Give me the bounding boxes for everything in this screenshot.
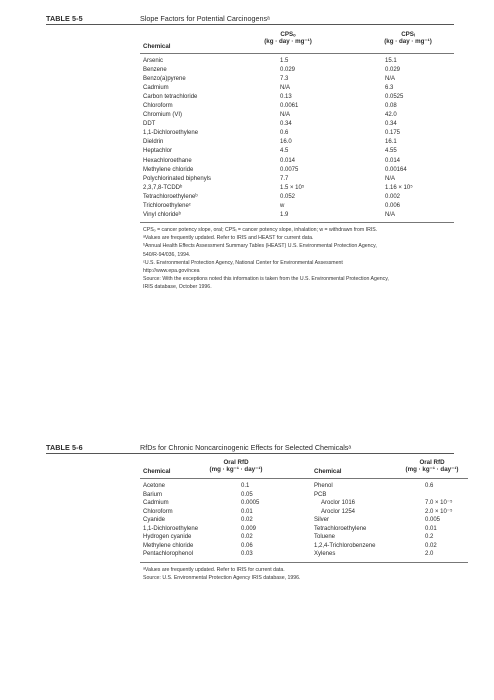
table-5-6-bottom-rule	[140, 562, 468, 563]
table-row: Tetrachloroethylene	[314, 525, 367, 532]
table-cell: 16.0	[280, 139, 292, 146]
table-row: Cadmium	[143, 85, 169, 92]
table-cell: 0.6	[425, 483, 434, 489]
table-cell: 1.16 × 10⁵	[385, 184, 413, 191]
table-cell: 0.34	[385, 121, 397, 128]
table-5-5-chemical-column	[143, 57, 211, 220]
table-row: Phenol	[314, 483, 333, 489]
table-5-6-right-rfd-column	[425, 482, 453, 559]
table-cell: 0.13	[280, 94, 292, 101]
table-row: Aroclor 1016	[321, 500, 356, 507]
footnote: ᵇAnnual Health Effects Assessment Summary Tables (HEAST) U.S. Environmental Protection Agency,	[143, 243, 377, 250]
table-cell: 15.1	[385, 58, 397, 64]
table-cell: 0.005	[425, 517, 441, 524]
table-row: 1,2,4-Trichlorobenzene	[314, 542, 376, 549]
table-cell: 0.009	[241, 525, 257, 532]
table-cell: 0.0075	[280, 166, 299, 173]
table-cell: 7.0 × 10⁻⁵	[425, 500, 453, 507]
table-row: Barium	[143, 491, 163, 498]
table-cell: 4.55	[385, 148, 397, 155]
table-row: Chromium (VI)	[143, 112, 183, 119]
chemical-header-left: Chemical	[143, 468, 171, 475]
table-cell: 0.01	[425, 525, 437, 532]
table-5-6-top-rule	[46, 453, 454, 454]
table-cell: 0.00164	[385, 166, 407, 173]
cpso-header-line1: CPSₒ	[280, 31, 296, 38]
table-row: Xylenes	[314, 551, 336, 558]
table-row: Silver	[314, 517, 330, 524]
rfd-header-right	[396, 459, 468, 473]
table-5-6-label: TABLE 5-6	[46, 443, 83, 452]
table-5-5-title: Slope Factors for Potential Carcinogensᵃ	[140, 14, 270, 23]
table-cell: 0.02	[241, 517, 253, 524]
cpso-header	[246, 31, 330, 45]
rfd-header-right-line1: Oral RfD	[419, 459, 445, 466]
table-5-5-bottom-rule	[140, 222, 454, 223]
table-cell: 7.7	[280, 175, 289, 182]
table-cell: 0.029	[385, 67, 401, 74]
footnote: 540/R-94/036, 1994.	[143, 251, 191, 258]
table-row: Toluene	[314, 534, 336, 541]
table-cell: 0.01	[241, 508, 253, 515]
table-cell: 1.5	[280, 58, 289, 64]
table-cell: N/A	[280, 112, 291, 119]
table-cell: 0.02	[241, 534, 253, 541]
table-row: Vinyl chlorideᵇ	[143, 211, 181, 218]
chemical-header-right: Chemical	[314, 468, 342, 475]
table-cell: 0.0005	[241, 500, 260, 507]
footnote: CPSₒ = cancer potency slope, oral; CPSᵢ = cancer potency slope, inhalation; w = withdrawn from IRIS.	[143, 227, 378, 233]
footnote: ᵃValues are frequently updated. Refer to IRIS and HEAST for current data.	[143, 235, 314, 242]
rfd-header-left-line1: Oral RfD	[223, 459, 249, 466]
table-row: Tetrachloroethyleneᵇ	[143, 193, 198, 200]
table-cell: 0.06	[241, 542, 253, 549]
footnote: ᶜU.S. Environmental Protection Agency, National Center for Environmental Assessment	[143, 259, 343, 266]
table-row: Benzene	[143, 67, 167, 74]
table-row: Pentachlorophenol	[143, 551, 194, 558]
table-row: Chloroform	[143, 508, 173, 515]
table-cell: 0.08	[385, 103, 397, 110]
table-5-6-header-rule	[140, 478, 468, 479]
table-row: Acetone	[143, 483, 166, 489]
table-row: Carbon tetrachloride	[143, 94, 198, 101]
table-cell: 0.014	[280, 157, 296, 164]
table-cell: 42.0	[385, 112, 397, 119]
table-5-6-left-rfd-column	[241, 482, 259, 559]
table-5-6-title: RfDs for Chronic Noncarcinogenic Effects for Selected Chemicalsᵃ	[140, 443, 352, 452]
table-cell: 0.029	[280, 67, 296, 74]
table-row: Cyanide	[143, 517, 166, 524]
table-row: Benzo(a)pyrene	[143, 76, 186, 83]
table-cell: 0.6	[280, 130, 289, 137]
table-cell: 0.052	[280, 193, 296, 200]
table-5-5-label: TABLE 5-5	[46, 14, 83, 23]
table-5-5-header-rule	[140, 53, 454, 54]
table-5-5-footnotes	[143, 226, 493, 292]
table-row: Hexachloroethane	[143, 157, 192, 164]
table-cell: 16.1	[385, 139, 397, 146]
table-5-6-left-chemical-column	[143, 482, 198, 559]
table-row: Polychlorinated biphenyls	[143, 175, 212, 182]
footnote: IRIS database, October 1996.	[143, 284, 212, 291]
cpsi-header-line1: CPSᵢ	[401, 31, 415, 38]
table-5-5-cpso-column	[280, 57, 304, 220]
rfd-header-right-line2: (mg · kg⁻¹ · day⁻¹)	[405, 466, 459, 473]
table-row: Chloroform	[143, 103, 173, 110]
table-row: 2,3,7,8-TCDDᵇ	[143, 184, 183, 191]
footnote: ᵃValues are frequently updated. Refer to IRIS for current data.	[143, 567, 285, 573]
table-cell: 0.02	[425, 542, 437, 549]
table-cell: 0.0061	[280, 103, 299, 110]
table-cell: 0.0525	[385, 94, 404, 101]
table-cell: 0.006	[385, 202, 401, 209]
table-5-6-right-chemical-column	[314, 482, 375, 559]
table-cell: 2.0 × 10⁻⁵	[425, 508, 453, 515]
cpso-header-line2: (kg · day · mg⁻¹)	[264, 38, 312, 45]
table-row: Arsenic	[143, 58, 164, 64]
table-row: Methylene chloride	[143, 542, 194, 549]
footnote: Source: U.S. Environmental Protection Agency IRIS database, 1996.	[143, 575, 301, 582]
cpsi-header-line2: (kg · day · mg⁻¹)	[384, 38, 432, 45]
table-row: Methylene chloride	[143, 166, 194, 173]
table-5-5-cpsi-column	[385, 57, 413, 220]
table-row: 1,1-Dichloroethylene	[143, 525, 199, 532]
table-row: Heptachlor	[143, 148, 173, 155]
table-cell: 1.9	[280, 211, 289, 218]
table-cell: 0.002	[385, 193, 401, 200]
table-cell: 0.1	[241, 483, 250, 489]
table-cell: 0.03	[241, 551, 253, 558]
table-5-6-footnotes	[143, 566, 493, 582]
table-row: DDT	[143, 121, 156, 128]
table-cell: N/A	[385, 76, 396, 83]
table-cell: 6.3	[385, 85, 394, 92]
footnote: Source: With the exceptions noted this information is taken from the U.S. Environmental Protection Agency,	[143, 276, 389, 283]
table-cell: N/A	[385, 175, 396, 182]
table-row: Dieldrin	[143, 139, 164, 146]
table-row: Hydrogen cyanide	[143, 534, 192, 541]
cpsi-header	[360, 31, 456, 45]
table-cell: N/A	[385, 211, 396, 218]
table-cell	[425, 491, 453, 500]
table-row: Trichloroethyleneᶜ	[143, 202, 191, 209]
table-cell: 4.5	[280, 148, 289, 155]
table-5-5-top-rule	[46, 24, 454, 25]
rfd-header-left-line2: (mg · kg⁻¹ · day⁻¹)	[209, 466, 263, 473]
table-row: Aroclor 1254	[321, 508, 356, 515]
chemical-header: Chemical	[143, 43, 171, 50]
table-cell: 1.5 × 10⁵	[280, 184, 305, 191]
table-cell: 7.3	[280, 76, 289, 83]
table-row: 1,1-Dichloroethylene	[143, 130, 199, 137]
table-row: PCB	[314, 491, 327, 498]
table-cell: N/A	[280, 85, 291, 92]
table-cell: 0.34	[280, 121, 292, 128]
table-cell: 0.2	[425, 534, 434, 541]
table-cell: 0.05	[241, 491, 253, 498]
table-row: Cadmium	[143, 500, 169, 507]
footnote: http://www.epa.gov/ncea	[143, 268, 200, 275]
table-cell: 0.014	[385, 157, 401, 164]
rfd-header-left	[196, 459, 276, 473]
table-cell: 0.175	[385, 130, 401, 137]
table-cell: w	[280, 202, 285, 209]
table-cell: 2.0	[425, 551, 434, 558]
